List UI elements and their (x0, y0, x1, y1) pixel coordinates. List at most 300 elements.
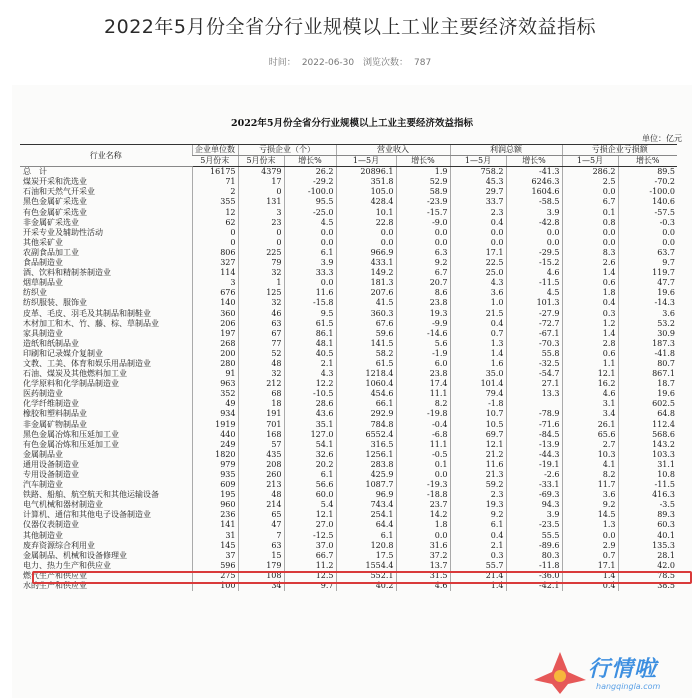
table-row (20, 177, 677, 187)
value-cell: 55.7 (450, 561, 506, 571)
value-cell: 71 (192, 177, 238, 187)
value-cell: 140 (192, 298, 238, 308)
watermark-url: hangqingla.com (596, 682, 661, 691)
value-cell: 8.3 (562, 248, 618, 258)
industry-name-cell: 黑色金属矿采选业 (23, 197, 87, 207)
table-row (20, 551, 677, 561)
industry-name-cell: 汽车制造业 (23, 480, 63, 490)
sub-growth: 增长% (284, 156, 336, 167)
value-cell: -15.2 (506, 258, 562, 268)
value-cell: 14.5 (562, 510, 618, 520)
value-cell: 47.7 (618, 278, 677, 288)
value-cell: 29.7 (450, 187, 506, 197)
industry-name-cell: 水的生产和供应业 (23, 581, 87, 591)
value-cell: -9.0 (396, 218, 450, 228)
value-cell: 1554.4 (336, 561, 396, 571)
value-cell: 40.5 (284, 349, 336, 359)
value-cell: 6.7 (562, 197, 618, 207)
sub-growth: 增长% (506, 156, 562, 167)
value-cell: 9.7 (618, 258, 677, 268)
value-cell: 28.6 (284, 399, 336, 409)
value-cell: 360.3 (336, 309, 396, 319)
value-cell: 33.7 (450, 197, 506, 207)
value-cell: 37.0 (284, 541, 336, 551)
value-cell: 31.5 (396, 571, 450, 581)
value-cell: 14.2 (396, 510, 450, 520)
value-cell: 17.5 (336, 551, 396, 561)
value-cell: 454.6 (336, 389, 396, 399)
value-cell: 96.9 (336, 490, 396, 500)
value-cell: 5.4 (284, 500, 336, 510)
value-cell: 18 (238, 399, 284, 409)
page-title: 2022年5月份全省分行业规模以上工业主要经济效益指标 (104, 16, 596, 38)
value-cell: 1256.1 (336, 450, 396, 460)
value-cell: 23.7 (396, 500, 450, 510)
industry-name-cell: 有色金属冶炼和压延加工业 (23, 439, 119, 449)
value-cell: 86.1 (284, 329, 336, 339)
value-cell: 26.2 (284, 167, 336, 178)
sub-jan-may: 1—5月 (336, 156, 396, 167)
value-cell: 758.2 (450, 167, 506, 178)
value-cell: 59.6 (336, 329, 396, 339)
value-cell: 4.1 (562, 460, 618, 470)
table-row (20, 409, 677, 419)
value-cell: 43.6 (284, 409, 336, 419)
value-cell: 141.5 (336, 339, 396, 349)
value-cell: 119.7 (618, 268, 677, 278)
value-cell: 65 (238, 510, 284, 520)
value-cell: 3.6 (450, 288, 506, 298)
value-cell: 0 (238, 187, 284, 197)
value-cell: 4.6 (396, 581, 450, 591)
table-row (20, 480, 677, 490)
industry-name-cell: 有色金属矿采选业 (23, 207, 87, 217)
value-cell: 1919 (192, 420, 238, 430)
value-cell: 425.9 (336, 470, 396, 480)
value-cell: 0.0 (562, 187, 618, 197)
value-cell: 35.1 (284, 420, 336, 430)
value-cell: 125 (238, 288, 284, 298)
value-cell: 784.8 (336, 420, 396, 430)
value-cell: 206 (192, 319, 238, 329)
article-meta (0, 55, 700, 68)
value-cell: 676 (192, 288, 238, 298)
value-cell: 0.0 (284, 278, 336, 288)
value-cell: 0.7 (562, 551, 618, 561)
value-cell: 0.4 (450, 531, 506, 541)
value-cell: 867.1 (618, 369, 677, 379)
value-cell: 52.9 (396, 177, 450, 187)
value-cell: 12.1 (284, 510, 336, 520)
value-cell: 0.3 (450, 551, 506, 561)
value-cell: -25.0 (284, 208, 336, 218)
value-cell: 131 (238, 197, 284, 207)
value-cell: 143.2 (618, 440, 677, 450)
value-cell: 38.5 (618, 581, 677, 591)
industry-name-cell: 化学原料和化学制品制造业 (23, 379, 119, 389)
value-cell: -100.0 (284, 187, 336, 197)
value-cell: 21.3 (450, 470, 506, 480)
value-cell: 64.4 (336, 520, 396, 530)
value-cell: 101.4 (450, 379, 506, 389)
value-cell: 12.1 (562, 369, 618, 379)
value-cell: 979 (192, 460, 238, 470)
value-cell: 79.4 (450, 389, 506, 399)
value-cell: 6246.3 (506, 177, 562, 187)
value-cell: 17 (238, 177, 284, 187)
value-cell: 17.1 (450, 248, 506, 258)
value-cell: 960 (192, 500, 238, 510)
value-cell: 19.3 (450, 500, 506, 510)
value-cell: 0.0 (396, 238, 450, 248)
value-cell: 58.2 (336, 349, 396, 359)
table-row (20, 339, 677, 349)
value-cell: 4.6 (506, 268, 562, 278)
value-cell: -67.1 (506, 329, 562, 339)
value-cell (506, 399, 562, 409)
value-cell: 6.7 (396, 268, 450, 278)
value-cell: 78.5 (618, 571, 677, 581)
table-row (20, 420, 677, 430)
value-cell: 16175 (192, 167, 238, 178)
value-cell: 112.4 (618, 420, 677, 430)
value-cell: 4.5 (506, 288, 562, 298)
value-cell: 0.4 (450, 218, 506, 228)
table-title: 2022年5月份全省分行业规模以上工业主要经济效益指标 (230, 118, 474, 129)
value-cell: 60.3 (618, 520, 677, 530)
value-cell: 168 (238, 430, 284, 440)
value-cell: 4.5 (284, 218, 336, 228)
value-cell: 355 (192, 197, 238, 207)
value-cell: 1.1 (562, 359, 618, 369)
rocket-logo-icon (530, 650, 590, 696)
value-cell: 0.0 (336, 238, 396, 248)
value-cell: 0.0 (336, 228, 396, 238)
value-cell: 208 (238, 460, 284, 470)
value-cell: -3.5 (618, 500, 677, 510)
table-row (20, 510, 677, 520)
value-cell: 254.1 (336, 510, 396, 520)
value-cell: 9.2 (396, 258, 450, 268)
table-row (20, 329, 677, 339)
industry-name-cell: 通用设备制造业 (23, 459, 79, 469)
industry-name-cell: 酒、饮料和精制茶制造业 (23, 268, 111, 278)
table-row (20, 430, 677, 440)
value-cell: 963 (192, 379, 238, 389)
industry-name-cell: 专用设备制造业 (23, 470, 79, 479)
value-cell: -6.8 (396, 430, 450, 440)
value-cell: 0.0 (618, 238, 677, 248)
value-cell: 3.6 (562, 490, 618, 500)
value-cell: 207.6 (336, 288, 396, 298)
table-row (20, 309, 677, 319)
value-cell: 40.1 (618, 531, 677, 541)
value-cell: 149.2 (336, 268, 396, 278)
industry-name-cell: 铁路、船舶、航空航天和其他运输设备 (23, 490, 159, 500)
table-row (20, 238, 677, 248)
value-cell: 6.1 (450, 520, 506, 530)
value-cell: 11.6 (284, 288, 336, 298)
value-cell: 91 (192, 369, 238, 379)
value-cell: 114 (192, 268, 238, 278)
value-cell: -69.3 (506, 490, 562, 500)
value-cell: 63.7 (618, 248, 677, 258)
value-cell: 195 (192, 490, 238, 500)
value-cell: 20.7 (396, 278, 450, 288)
value-cell: 1060.4 (336, 379, 396, 389)
industry-name-cell: 石油和天然气开采业 (23, 187, 95, 197)
value-cell: 0.0 (450, 238, 506, 248)
value-cell: 191 (238, 409, 284, 419)
value-cell: 58.9 (396, 187, 450, 197)
value-cell: 743.4 (336, 500, 396, 510)
value-cell: 1.4 (562, 268, 618, 278)
value-cell: 435 (238, 450, 284, 460)
value-cell: -27.9 (506, 309, 562, 319)
table-row (20, 349, 677, 359)
value-cell: 2.3 (450, 490, 506, 500)
industry-name-cell: 食品制造业 (23, 258, 63, 268)
value-cell: 2 (192, 187, 238, 197)
col-units-count: 企业单位数 (192, 145, 238, 156)
value-cell: 94.3 (506, 500, 562, 510)
value-cell: 1.9 (396, 167, 450, 178)
value-cell: 37.2 (396, 551, 450, 561)
value-cell: 55.8 (506, 349, 562, 359)
value-cell: 200 (192, 349, 238, 359)
value-cell: 6.1 (284, 470, 336, 480)
value-cell: 0.0 (284, 238, 336, 248)
value-cell: 64.8 (618, 409, 677, 419)
industry-name-cell: 燃气生产和供应业 (23, 570, 87, 580)
industry-name-cell: 橡胶和塑料制品业 (23, 409, 87, 419)
value-cell: 77 (238, 339, 284, 349)
value-cell: 1.6 (450, 359, 506, 369)
value-cell: -0.5 (396, 450, 450, 460)
value-cell: 701 (238, 420, 284, 430)
table-row (20, 248, 677, 258)
value-cell: -18.8 (396, 490, 450, 500)
value-cell: 22.8 (336, 218, 396, 228)
value-cell: 42.0 (618, 561, 677, 571)
value-cell: 20896.1 (336, 167, 396, 178)
value-cell: 3 (238, 208, 284, 218)
value-cell: 53.2 (618, 319, 677, 329)
value-cell: 59.2 (450, 480, 506, 490)
value-cell: -42.1 (506, 581, 562, 591)
value-cell: 1.4 (450, 349, 506, 359)
value-cell: 25.0 (450, 268, 506, 278)
watermark-text: 行情啦 (588, 657, 658, 682)
table-row (20, 319, 677, 329)
industry-name-cell: 金属制品业 (23, 449, 63, 459)
value-cell: 292.9 (336, 409, 396, 419)
value-cell: 17.1 (562, 561, 618, 571)
sub-jan-may: 1—5月 (562, 156, 618, 167)
value-cell: 135.3 (618, 541, 677, 551)
value-cell: 89.5 (618, 167, 677, 178)
sub-growth: 增长% (396, 156, 450, 167)
value-cell: -29.2 (284, 177, 336, 187)
value-cell: 4379 (238, 167, 284, 178)
industry-name-cell: 开采专业及辅助性活动 (23, 227, 103, 237)
value-cell: 17.4 (396, 379, 450, 389)
value-cell: 12.5 (284, 571, 336, 581)
industry-name-cell: 木材加工和木、竹、藤、棕、草制品业 (23, 318, 159, 328)
value-cell: 27.1 (506, 379, 562, 389)
value-cell: 34 (238, 581, 284, 591)
value-cell: 0.0 (450, 228, 506, 238)
sub-may-count: 5月份末 (192, 156, 238, 167)
value-cell: -10.5 (284, 389, 336, 399)
value-cell: 79 (238, 258, 284, 268)
value-cell: -36.0 (506, 571, 562, 581)
value-cell: 1.4 (562, 571, 618, 581)
value-cell: 62 (192, 218, 238, 228)
value-cell: 35.0 (450, 369, 506, 379)
value-cell: 26.1 (562, 420, 618, 430)
value-cell: 8.2 (396, 399, 450, 409)
value-cell: 16.2 (562, 379, 618, 389)
value-cell: 0 (192, 238, 238, 248)
value-cell: 0.0 (396, 228, 450, 238)
value-cell: 0.1 (396, 460, 450, 470)
value-cell: -19.3 (396, 480, 450, 490)
table-row (20, 228, 677, 238)
value-cell: -32.5 (506, 359, 562, 369)
table-row (20, 208, 677, 218)
value-cell: 3.4 (562, 409, 618, 419)
value-cell: 1087.7 (336, 480, 396, 490)
value-cell: 0.4 (562, 581, 618, 591)
value-cell: 428.4 (336, 197, 396, 207)
value-cell: 66.7 (284, 551, 336, 561)
value-cell: 9.2 (450, 510, 506, 520)
value-cell: -71.6 (506, 420, 562, 430)
value-cell: 67 (238, 329, 284, 339)
value-cell: 69.7 (450, 430, 506, 440)
industry-name-cell: 印刷和记录媒介复制业 (23, 348, 103, 358)
value-cell: 23.8 (396, 369, 450, 379)
value-cell: 12 (192, 208, 238, 218)
value-cell: 49 (192, 399, 238, 409)
value-cell: 105.0 (336, 187, 396, 197)
value-cell: 95.5 (284, 197, 336, 207)
value-cell: 60.0 (284, 490, 336, 500)
value-cell: 27.0 (284, 520, 336, 530)
value-cell: 3.6 (618, 309, 677, 319)
value-cell: -58.5 (506, 197, 562, 207)
table-row (20, 258, 677, 268)
value-cell: 63 (238, 319, 284, 329)
value-cell: 1.4 (450, 581, 506, 591)
value-cell: 21.2 (450, 450, 506, 460)
value-cell: -13.9 (506, 440, 562, 450)
value-cell: -89.6 (506, 541, 562, 551)
value-cell: -19.1 (506, 460, 562, 470)
value-cell: 0.0 (618, 228, 677, 238)
view-count: 787 (414, 58, 432, 68)
value-cell: 268 (192, 339, 238, 349)
table-row (20, 298, 677, 308)
value-cell: 179 (238, 561, 284, 571)
value-cell: 1.3 (450, 339, 506, 349)
value-cell: 48 (238, 490, 284, 500)
table-row (20, 531, 677, 541)
value-cell: 127.0 (284, 430, 336, 440)
value-cell: 934 (192, 409, 238, 419)
value-cell: 1.3 (562, 520, 618, 530)
value-cell: 21.4 (450, 571, 506, 581)
value-cell: 8.6 (396, 288, 450, 298)
value-cell: 4.3 (450, 278, 506, 288)
watermark (530, 650, 700, 698)
value-cell: 32 (238, 369, 284, 379)
value-cell: 23.8 (396, 298, 450, 308)
value-cell: 31 (192, 531, 238, 541)
value-cell: 19.3 (396, 309, 450, 319)
value-cell: 108 (238, 571, 284, 581)
value-cell: 197 (192, 329, 238, 339)
time-label: 时间： (268, 58, 296, 68)
views-label: 浏览次数： (363, 58, 409, 68)
value-cell: 9.2 (562, 500, 618, 510)
value-cell: 1 (238, 278, 284, 288)
value-cell: 0.0 (284, 228, 336, 238)
col-revenue: 营业收入 (336, 145, 450, 156)
value-cell: 7 (238, 531, 284, 541)
value-cell: 2.5 (562, 177, 618, 187)
value-cell: 67.6 (336, 319, 396, 329)
value-cell: 2.1 (284, 359, 336, 369)
value-cell: 1.0 (450, 298, 506, 308)
value-cell: 286.2 (562, 167, 618, 178)
value-cell: 2.7 (562, 440, 618, 450)
value-cell: 214 (238, 500, 284, 510)
value-cell: 65.6 (562, 430, 618, 440)
industry-name-cell: 金属制品、机械和设备修理业 (23, 550, 127, 560)
value-cell: 0.6 (562, 349, 618, 359)
value-cell: -44.3 (506, 450, 562, 460)
value-cell: -1.8 (450, 399, 506, 409)
value-cell: 5.6 (396, 339, 450, 349)
value-cell: 48.1 (284, 339, 336, 349)
industry-name-cell: 其他采矿业 (23, 237, 63, 247)
value-cell: 602.5 (618, 399, 677, 409)
value-cell: 0.4 (450, 319, 506, 329)
col-industry: 行业名称 (20, 145, 192, 167)
value-cell: 0.0 (396, 470, 450, 480)
value-cell: 80.7 (618, 359, 677, 369)
col-loss-units: 亏损企业（个） (238, 145, 336, 156)
industry-name-cell: 化学纤维制造业 (23, 399, 79, 409)
value-cell: 4.3 (284, 369, 336, 379)
value-cell: 10.5 (450, 420, 506, 430)
value-cell: 351.8 (336, 177, 396, 187)
industry-name-cell: 总 计 (23, 167, 47, 177)
value-cell: 0 (192, 228, 238, 238)
value-cell: -41.3 (506, 167, 562, 178)
value-cell: -100.0 (618, 187, 677, 197)
value-cell: 181.3 (336, 278, 396, 288)
table-row (20, 268, 677, 278)
value-cell: -12.5 (284, 531, 336, 541)
value-cell: 0.0 (562, 238, 618, 248)
industry-name-cell: 电力、热力生产和供应业 (23, 560, 111, 570)
value-cell: 9.7 (284, 581, 336, 591)
value-cell: -57.5 (618, 208, 677, 218)
value-cell: 28.1 (618, 551, 677, 561)
